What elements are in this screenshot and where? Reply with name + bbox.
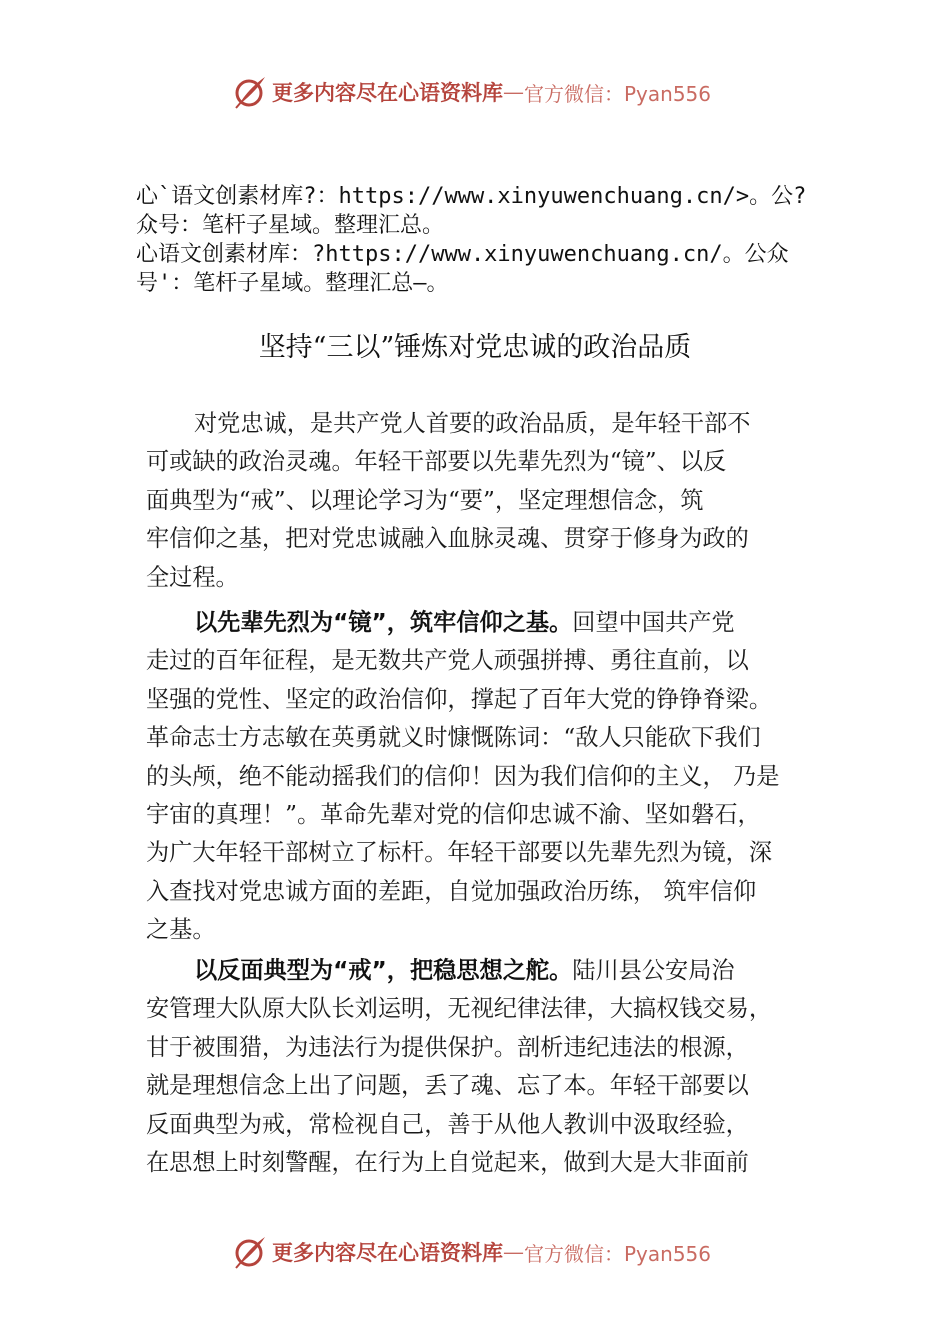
paragraph-first-line [146, 952, 816, 990]
paragraph-line: 面典型为“戒”、以理论学习为“要”，坚定理想信念，筑 [146, 486, 704, 514]
paragraph-line: 革命志士方志敏在英勇就义时慷慨陈词：“敌人只能砍下我们 [146, 724, 761, 752]
banner-wechat: 官方微信：Pyan556 [524, 81, 712, 106]
paragraph-line: 反面典型为戒，常检视自己，善于从他人教训中汲取经验， [146, 1110, 749, 1138]
paragraph-line: 甘于被围猎，为违法行为提供保护。剖析违纪违法的根源， [146, 1033, 749, 1061]
paragraph-line: 坚强的党性、坚定的政治信仰，撑起了百年大党的铮铮脊梁。 [146, 685, 773, 713]
paragraph-line: 对党忠诚，是共产党人首要的政治品质，是年轻干部不 [194, 410, 751, 437]
paragraph-line: 之基。 [146, 916, 216, 944]
paragraph-line: 宇宙的真理！”。革命先辈对党的信仰忠诚不渝、坚如磐石， [146, 800, 761, 828]
paragraph-line: 就是理想信念上出了问题，丢了魂、忘了本。年轻干部要以 [146, 1072, 749, 1100]
banner-text: 更多内容尽在心语资料库 [272, 80, 503, 105]
paragraph-line: 牢信仰之基，把对党忠诚融入血脉灵魂、贯穿于修身为政的 [146, 525, 749, 553]
source-line: 心语文创素材库：?https://www.xinyuwenchuang.cn/。公众 [136, 242, 789, 267]
paragraph-intro [146, 405, 816, 597]
source-line: 心`语文创素材库?：https://www.xinyuwenchuang.cn/>。公? [136, 184, 807, 209]
footer-banner [232, 1232, 752, 1272]
paragraph-line: 全过程。 [146, 563, 239, 591]
quill-pen-circle-icon [232, 1234, 268, 1270]
article-title: 坚持“三以”锤炼对党忠诚的政治品质 [258, 332, 692, 363]
paragraph-line: 安管理大队原大队长刘运明，无视纪律法律，大搞权钱交易， [146, 995, 773, 1023]
quill-pen-circle-icon [232, 74, 268, 110]
paragraph-lead: 以反面典型为“戒”，把稳思想之舵。 [194, 957, 573, 984]
paragraph-line: 走过的百年征程，是无数共产党人顽强拼搏、勇往直前，以 [146, 647, 749, 675]
source-line: 众号：笔杆子星域。整理汇总。 [136, 213, 445, 238]
paragraph-line: 在思想上时刻警醒，在行为上自觉起来，做到大是大非面前 [146, 1148, 749, 1176]
paragraph-first-rest: 回望中国共产党 [572, 609, 735, 636]
paragraph-line: 可或缺的政治灵魂。年轻干部要以先辈先烈为“镜”、以反 [146, 448, 727, 476]
source-notes [136, 182, 836, 298]
source-line: 号'：笔杆子星域。整理汇总—。 [136, 271, 449, 296]
banner-separator: — [503, 1240, 524, 1264]
banner-wechat: 官方微信：Pyan556 [524, 1241, 712, 1266]
paragraph-mirror [146, 604, 816, 950]
paragraph-first-line [146, 604, 816, 642]
paragraph-warning [146, 952, 816, 1182]
header-banner [232, 72, 752, 112]
paragraph-line: 为广大年轻干部树立了标杆。年轻干部要以先辈先烈为镜，深 [146, 839, 773, 867]
paragraph-line: 入查找对党忠诚方面的差距，自觉加强政治历练， 筑牢信仰 [146, 877, 757, 905]
paragraph-lead: 以先辈先烈为“镜”，筑牢信仰之基。 [194, 609, 573, 636]
paragraph-line: 的头颅，绝不能动摇我们的信仰！因为我们信仰的主义， 乃是 [146, 762, 780, 790]
banner-separator: — [503, 80, 524, 104]
banner-text: 更多内容尽在心语资料库 [272, 1240, 503, 1265]
paragraph-first-rest: 陆川县公安局治 [572, 957, 735, 984]
